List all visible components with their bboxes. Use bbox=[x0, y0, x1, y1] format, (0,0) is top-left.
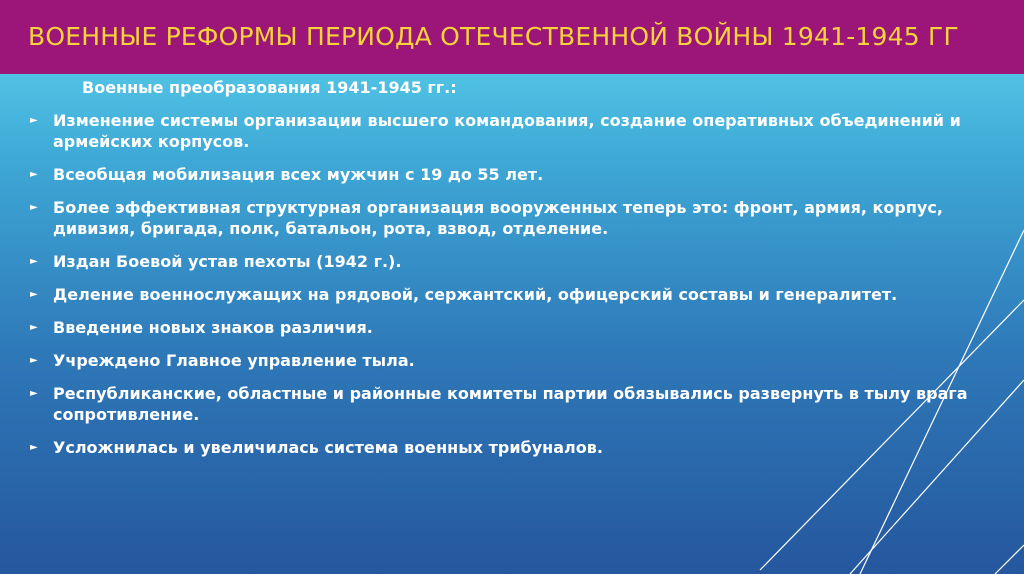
triangle-arrow-icon: ► bbox=[30, 202, 38, 213]
bullet-item bbox=[28, 437, 978, 458]
slide-content bbox=[28, 78, 978, 470]
slide-title: ВОЕННЫЕ РЕФОРМЫ ПЕРИОДА ОТЕЧЕСТВЕННОЙ ВОЙНЫ 1941-1945 ГГ bbox=[28, 22, 959, 51]
bullet-item bbox=[28, 383, 978, 425]
bullet-text: Более эффективная структурная организация вооруженных теперь это: фронт, армия, корпус, дивизия, бригада, полк, батальон, рота, взвод, отделение. bbox=[53, 198, 943, 238]
bullet-text: Республиканские, областные и районные комитеты партии обязывались развернуть в тылу врага сопротивление. bbox=[53, 384, 968, 424]
bullet-item bbox=[28, 164, 978, 185]
deco-line-4 bbox=[995, 545, 1024, 574]
bullet-item bbox=[28, 110, 978, 152]
triangle-arrow-icon: ► bbox=[30, 169, 38, 180]
bullet-text: Усложнилась и увеличилась система военных трибуналов. bbox=[53, 438, 603, 457]
bullet-item bbox=[28, 284, 978, 305]
bullet-item bbox=[28, 350, 978, 371]
bullet-list bbox=[28, 110, 978, 458]
bullet-item bbox=[28, 197, 978, 239]
triangle-arrow-icon: ► bbox=[30, 289, 38, 300]
triangle-arrow-icon: ► bbox=[30, 442, 38, 453]
triangle-arrow-icon: ► bbox=[30, 388, 38, 399]
bullet-item bbox=[28, 251, 978, 272]
triangle-arrow-icon: ► bbox=[30, 115, 38, 126]
bullet-text: Деление военнослужащих на рядовой, сержантский, офицерский составы и генералитет. bbox=[53, 285, 898, 304]
bullet-text: Введение новых знаков различия. bbox=[53, 318, 373, 337]
bullet-text: Издан Боевой устав пехоты (1942 г.). bbox=[53, 252, 402, 271]
bullet-text: Изменение системы организации высшего командования, создание оперативных объединений и армейских корпусов. bbox=[53, 111, 961, 151]
triangle-arrow-icon: ► bbox=[30, 322, 38, 333]
bullet-text: Всеобщая мобилизация всех мужчин с 19 до 55 лет. bbox=[53, 165, 544, 184]
triangle-arrow-icon: ► bbox=[30, 355, 38, 366]
bullet-item bbox=[28, 317, 978, 338]
intro-text: Военные преобразования 1941-1945 гг.: bbox=[82, 78, 457, 97]
bullet-text: Учреждено Главное управление тыла. bbox=[53, 351, 415, 370]
triangle-arrow-icon: ► bbox=[30, 256, 38, 267]
